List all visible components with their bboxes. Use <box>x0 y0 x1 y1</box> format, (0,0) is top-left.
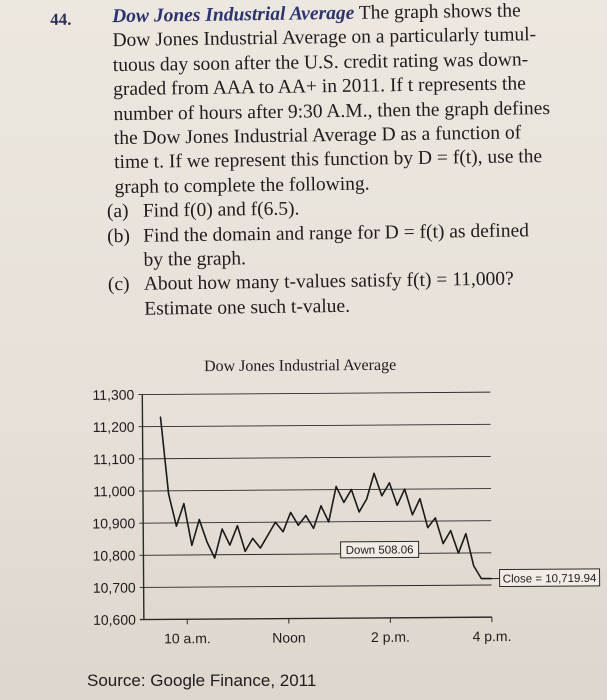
x-tick-label: Noon <box>272 629 306 646</box>
close-annotation-label: Close = 10,719.94 <box>502 572 597 586</box>
data-point <box>373 473 374 474</box>
problem-line-4: number of hours after 9:30 A.M., then the graph defines <box>113 97 551 125</box>
gridline-10700 <box>140 585 492 587</box>
data-point <box>404 489 405 490</box>
data-point <box>283 531 284 532</box>
data-point <box>450 530 451 531</box>
part-b-text-cont: by the graph. <box>143 248 247 271</box>
data-point <box>260 547 261 548</box>
down-annotation-label: Down 508.06 <box>345 544 414 557</box>
part-a-label: (a) <box>106 201 129 223</box>
data-point <box>343 502 344 503</box>
data-point <box>397 505 398 506</box>
data-point <box>229 544 230 545</box>
data-point <box>366 498 367 499</box>
data-point <box>267 535 268 536</box>
data-point <box>222 528 223 529</box>
y-tick-label: 10,900 <box>92 515 136 532</box>
gridline-10800 <box>139 553 491 555</box>
problem-line-1: Dow Jones Industrial Average on a particularly tumul- <box>112 24 537 52</box>
data-point <box>351 489 352 490</box>
data-point <box>191 545 192 546</box>
data-point <box>320 505 321 506</box>
data-point <box>427 527 428 528</box>
problem-line-2: tuous day soon after the U.S. credit rating was down- <box>112 49 529 76</box>
data-point <box>313 528 314 529</box>
data-point <box>206 541 207 542</box>
data-point <box>168 493 169 494</box>
data-point <box>435 517 436 518</box>
data-point <box>275 522 276 523</box>
data-point <box>359 511 360 512</box>
data-point <box>214 557 215 558</box>
y-tick-label: 10,600 <box>92 611 136 628</box>
part-b-label: (b) <box>107 225 131 247</box>
data-point <box>199 519 200 520</box>
y-tick-label: 11,000 <box>93 483 136 500</box>
y-tick-label: 10,800 <box>92 547 136 564</box>
source-caption: Source: Google Finance, 2011 <box>87 671 317 690</box>
exercise-number: 44. <box>50 9 72 29</box>
part-c-label: (c) <box>107 274 130 296</box>
data-point <box>419 498 420 499</box>
data-point <box>245 551 246 552</box>
data-point <box>381 495 382 496</box>
data-point <box>481 578 482 579</box>
gridline-11200 <box>139 424 491 426</box>
djia-series-line <box>160 415 491 581</box>
data-point <box>237 525 238 526</box>
chart-title: Dow Jones Industrial Average <box>203 356 397 376</box>
data-point <box>328 521 329 522</box>
exercise-title: Dow Jones Industrial Average <box>112 2 355 28</box>
exercise-44 <box>50 0 599 323</box>
y-tick-label: 10,700 <box>92 579 136 596</box>
x-tick-label: 4 p.m. <box>472 627 512 645</box>
problem-line-7: graph to complete the following. <box>114 173 370 198</box>
data-point <box>160 416 161 417</box>
part-c-text: About how many t-values satisfy f(t) = 11,000? <box>143 269 514 296</box>
y-tick-label: 11,200 <box>92 418 135 436</box>
data-point <box>335 486 336 487</box>
data-point <box>465 533 466 534</box>
data-point <box>412 514 413 515</box>
data-point <box>305 515 306 516</box>
problem-line-5: the Dow Jones Industrial Average D as a function of <box>113 122 522 150</box>
data-point <box>473 565 474 566</box>
part-b-text: Find the domain and range for D = f(t) as defined <box>143 219 530 247</box>
problem-line-6: time t. If we represent this function by D = f(t), use the <box>114 146 543 174</box>
data-point <box>176 526 177 527</box>
problem-text-0: The graph shows the <box>358 0 521 24</box>
data-point <box>389 482 390 483</box>
problem-line-3: graded from AAA to AA+ in 2011. If t represents the <box>113 73 526 101</box>
data-point <box>458 552 459 553</box>
gridline-11000 <box>139 489 491 491</box>
djia-line-chart <box>80 348 602 672</box>
y-axis <box>142 395 144 620</box>
x-tick-label: 10 a.m. <box>163 630 211 647</box>
part-a-text: Find f(0) and f(6.5). <box>142 198 300 222</box>
gridline-11300 <box>138 392 490 394</box>
data-point <box>252 538 253 539</box>
gridline-11100 <box>139 456 491 458</box>
x-tick-label: 2 p.m. <box>370 628 410 645</box>
data-point <box>183 503 184 504</box>
data-point <box>443 543 444 544</box>
y-tick-label: 11,300 <box>92 386 135 403</box>
part-c-text-cont: Estimate one such t-value. <box>144 295 351 320</box>
gridline-10600 <box>140 617 492 619</box>
y-tick-label: 11,100 <box>92 450 135 468</box>
data-point <box>298 525 299 526</box>
data-point <box>290 512 291 513</box>
